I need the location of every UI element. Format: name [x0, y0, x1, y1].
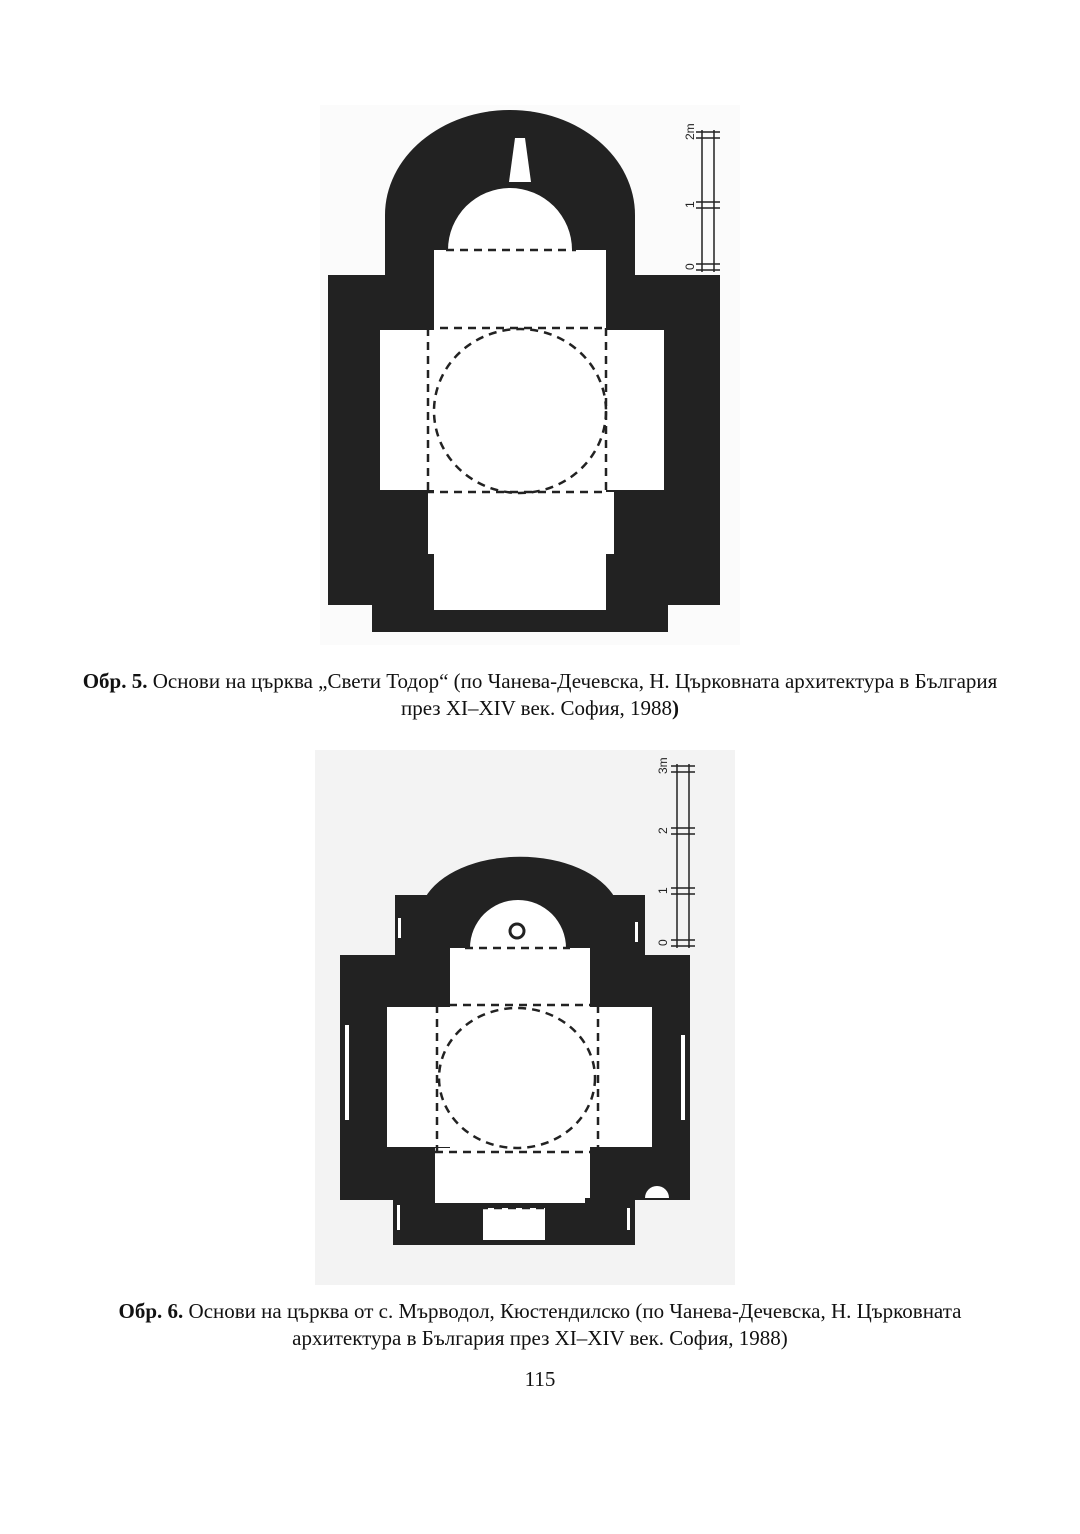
- scale-label-2m: 2m: [683, 123, 697, 140]
- entrance: [483, 1208, 545, 1240]
- page-number: 115: [524, 1367, 556, 1391]
- figure-6-caption-text: Основи на църква от с. Мърводол, Кюстендилско (по Чанева-Дечевска, Н. Църковната архитектура в България през XI–XIV век. София, 1988): [183, 1299, 962, 1350]
- figure-6-floor-plan: [315, 750, 735, 1290]
- entrance: [475, 562, 555, 604]
- scale-label-0: 0: [683, 263, 697, 270]
- scale-label-1: 1: [683, 201, 697, 208]
- figure-5-caption-text: Основи на църква „Свети Тодор“ (по Чанева-Дечевска, Н. Църковната архитектура в България през XI–XIV век. София, 1988: [147, 669, 998, 720]
- scale-label-3m: 3m: [656, 757, 670, 774]
- scale-label-0: 0: [656, 939, 670, 946]
- figure-5-label: Обр. 5.: [82, 669, 148, 693]
- figure-5-caption-tail: ): [672, 696, 680, 720]
- figure-6-label: Обр. 6.: [118, 1299, 184, 1323]
- scale-label-1: 1: [656, 887, 670, 894]
- scale-label-2: 2: [656, 827, 670, 834]
- figure-6-caption: [80, 1298, 1000, 1352]
- figure-5-caption: [80, 668, 1000, 722]
- figure-5-floor-plan: [300, 100, 760, 650]
